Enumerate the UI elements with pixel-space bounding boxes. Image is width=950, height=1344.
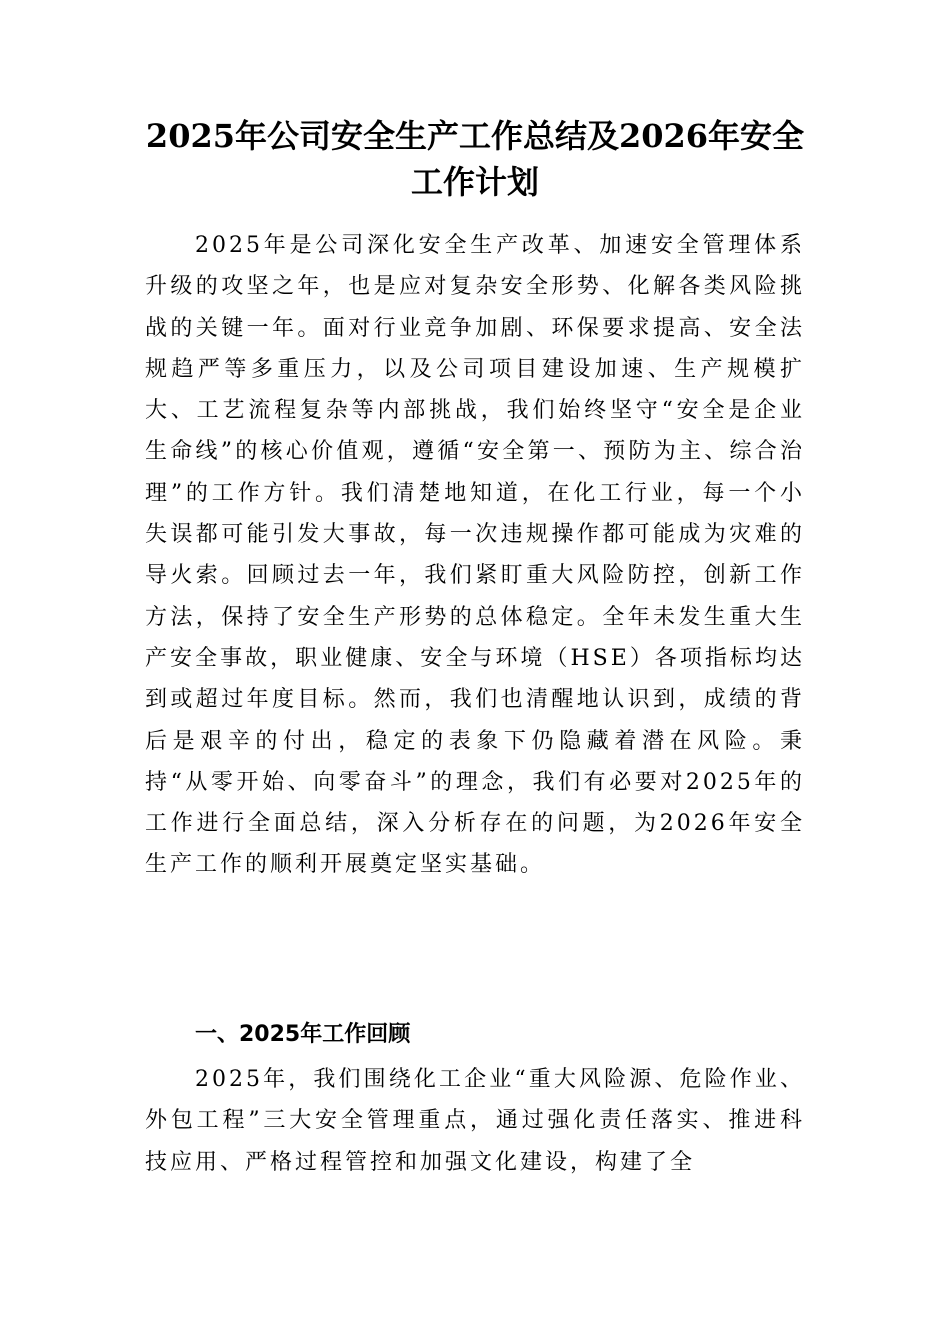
section-heading: 一、2025年工作回顾: [195, 1022, 411, 1047]
document-title: 2025年公司安全生产工作总结及2026年安全工作计划: [145, 117, 805, 201]
intro-paragraph: 2025年是公司深化安全生产改革、加速安全管理体系升级的攻坚之年，也是应对复杂安全形势、化解各类风险挑战的关键一年。面对行业竞争加剧、环保要求提高、安全法规趋严等多重压力，以及公司项目建设加速、生产规模扩大、工艺流程复杂等内部挑战，我们始终坚守“安全是企业生命线”的核心价值观，遵循“安全第一、预防为主、综合治理”的工作方针。我们清楚地知道，在化工行业，每一个小失误都可能引发大事故，每一次违规操作都可能成为灾难的导火索。回顾过去一年，我们紧盯重大风险防控，创新工作方法，保持了安全生产形势的总体稳定。全年未发生重大生产安全事故，职业健康、安全与环境（HSE）各项指标均达到或超过年度目标。然而，我们也清醒地认识到，成绩的背后是艰辛的付出，稳定的表象下仍隐藏着潜在风险。秉持“从零开始、向零奋斗”的理念，我们有必要对2025年的工作进行全面总结，深入分析存在的问题，为2026年安全生产工作的顺利开展奠定坚实基础。: [145, 233, 805, 878]
section-paragraph: 2025年，我们围绕化工企业“重大风险源、危险作业、外包工程”三大安全管理重点，通过强化责任落实、推进科技应用、严格过程管控和加强文化建设，构建了全: [145, 1067, 805, 1175]
